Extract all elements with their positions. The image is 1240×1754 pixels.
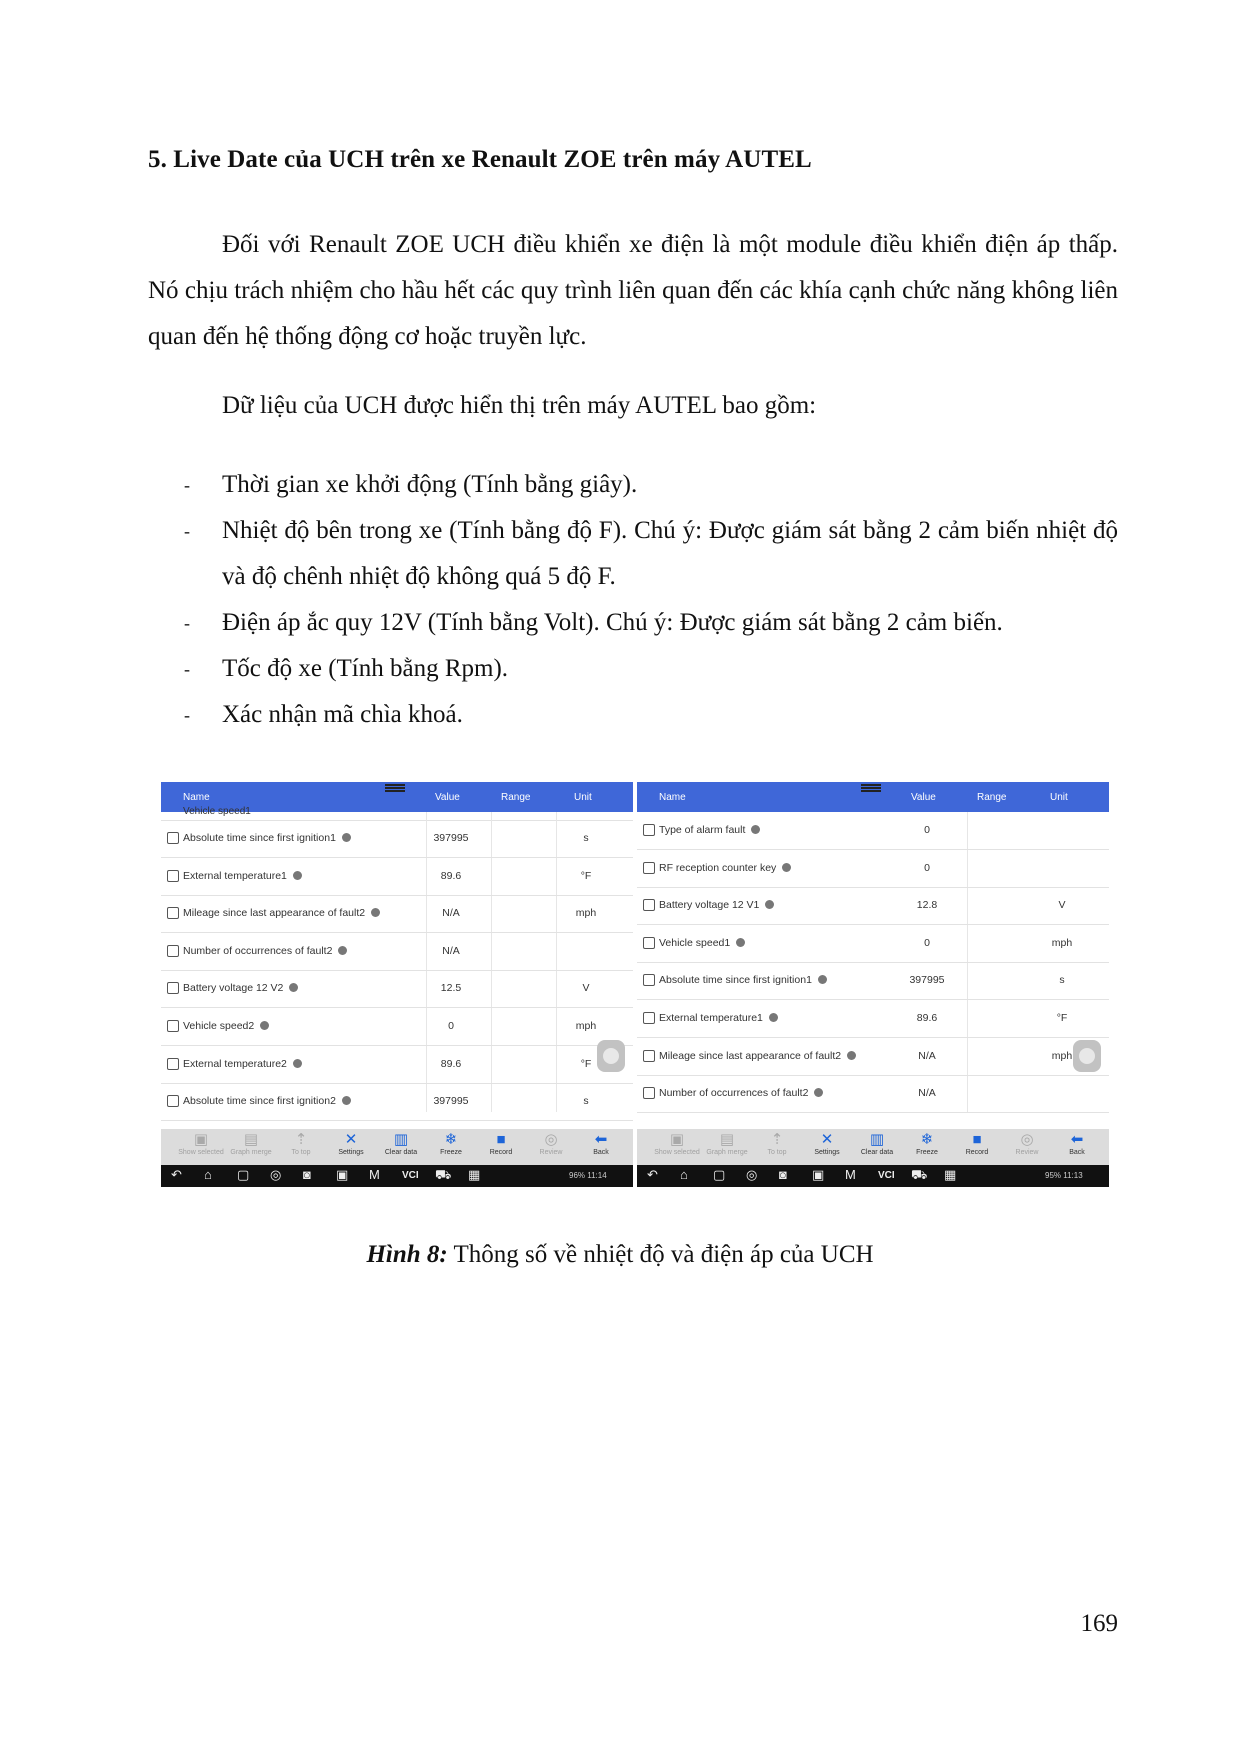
- screenshot-icon[interactable]: ▣: [812, 1167, 825, 1182]
- list-item: - Điện áp ắc quy 12V (Tính bằng Volt). Chú ý: Được giám sát bằng 2 cảm biến.: [148, 600, 1118, 646]
- trash-icon: ▥: [869, 1131, 885, 1148]
- caption-label: Hình 8:: [366, 1241, 448, 1268]
- vci-icon[interactable]: VCI: [878, 1170, 895, 1181]
- toolbar-label: Review: [1015, 1149, 1039, 1156]
- bottom-toolbar: [161, 1129, 633, 1165]
- bullet-dash: -: [184, 521, 190, 541]
- back-icon[interactable]: ↶: [647, 1167, 658, 1182]
- row-name: RF reception counter key: [659, 862, 791, 874]
- arrow-up-button[interactable]: [753, 1131, 801, 1156]
- dashboard-icon[interactable]: ▦: [468, 1167, 481, 1182]
- row-checkbox[interactable]: [643, 1050, 655, 1062]
- arrow-up-button[interactable]: [277, 1131, 325, 1156]
- row-checkbox[interactable]: [167, 832, 179, 844]
- toolbar-label: To top: [291, 1149, 311, 1156]
- table-row[interactable]: [637, 850, 1109, 888]
- row-unit: mph: [575, 1020, 597, 1032]
- row-checkbox[interactable]: [643, 824, 655, 836]
- column-range[interactable]: Range: [501, 792, 531, 803]
- bullet-dash: -: [184, 613, 190, 633]
- vci-icon[interactable]: VCI: [402, 1170, 419, 1181]
- row-value: 0: [924, 861, 930, 874]
- info-icon[interactable]: [814, 1088, 823, 1097]
- row-value: N/A: [442, 944, 460, 957]
- home-icon[interactable]: ⌂: [204, 1167, 212, 1182]
- drag-handle-icon[interactable]: [861, 784, 881, 792]
- row-unit: mph: [1051, 936, 1073, 949]
- row-unit: V: [582, 982, 590, 995]
- row-value: N/A: [442, 907, 460, 920]
- video-camera-button[interactable]: [953, 1131, 1001, 1156]
- info-icon[interactable]: [765, 900, 774, 909]
- row-name: Absolute time since first ignition1: [183, 832, 351, 844]
- table-row[interactable]: [161, 895, 633, 933]
- toolbar-label: Show selected: [178, 1149, 224, 1156]
- screenshot-icon[interactable]: ▣: [336, 1167, 349, 1182]
- car-icon[interactable]: ⛟: [911, 1167, 928, 1182]
- info-icon[interactable]: [818, 975, 827, 984]
- table-row[interactable]: [161, 1008, 633, 1046]
- row-unit: V: [1058, 899, 1066, 912]
- row-name: Battery voltage 12 V2: [183, 982, 298, 994]
- info-icon[interactable]: [769, 1013, 778, 1022]
- row-checkbox[interactable]: [167, 1095, 179, 1107]
- row-name: Type of alarm fault: [659, 824, 760, 836]
- table-row[interactable]: [637, 887, 1109, 925]
- table-row[interactable]: [637, 1075, 1109, 1113]
- table-row[interactable]: [637, 1038, 1109, 1076]
- info-icon[interactable]: [847, 1051, 856, 1060]
- row-value: N/A: [918, 1049, 936, 1062]
- toolbar-label: Freeze: [440, 1149, 462, 1156]
- table-row[interactable]: [161, 1083, 633, 1121]
- info-icon[interactable]: [751, 825, 760, 834]
- row-unit: s: [583, 1095, 589, 1108]
- toolbar-label: Record: [489, 1149, 513, 1156]
- column-name[interactable]: Name: [659, 792, 686, 803]
- row-checkbox[interactable]: [643, 1087, 655, 1099]
- back-icon[interactable]: ↶: [171, 1167, 182, 1182]
- row-unit: °F: [580, 869, 592, 882]
- row-checkbox[interactable]: [643, 1012, 655, 1024]
- status-clock: 95% 11:13: [1045, 1171, 1083, 1180]
- trash-icon: ▥: [393, 1131, 409, 1148]
- info-icon[interactable]: [782, 863, 791, 872]
- column-unit[interactable]: Unit: [1050, 792, 1068, 803]
- row-name: Number of occurrences of fault2: [183, 945, 347, 957]
- table-row[interactable]: [637, 925, 1109, 963]
- bullet-dash: -: [184, 659, 190, 679]
- column-value[interactable]: Value: [435, 792, 460, 803]
- bullet-list: [148, 462, 1118, 738]
- row-unit: s: [1059, 974, 1065, 987]
- row-value: 0: [924, 936, 930, 949]
- toolbar-label: Clear data: [860, 1149, 894, 1156]
- review-button[interactable]: [527, 1131, 575, 1156]
- chrome-icon[interactable]: ◎: [746, 1167, 758, 1182]
- live-data-screen-right: [637, 782, 1109, 1187]
- info-icon[interactable]: [736, 938, 745, 947]
- drag-handle-icon[interactable]: [385, 784, 405, 792]
- checkbox-button[interactable]: [653, 1131, 701, 1156]
- table-row[interactable]: [161, 858, 633, 896]
- checkbox-icon: ▣: [669, 1131, 685, 1148]
- info-icon[interactable]: [371, 908, 380, 917]
- bullet-dash: -: [184, 705, 190, 725]
- snowflake-icon: ❄: [920, 1131, 934, 1148]
- column-value[interactable]: Value: [911, 792, 936, 803]
- trash-button[interactable]: [853, 1131, 901, 1156]
- toolbar-label: To top: [767, 1149, 787, 1156]
- table-row[interactable]: [161, 1046, 633, 1084]
- row-checkbox[interactable]: [643, 862, 655, 874]
- live-data-screen-left: [161, 782, 633, 1187]
- trash-button[interactable]: [377, 1131, 425, 1156]
- row-name: Absolute time since first ignition2: [183, 1095, 351, 1107]
- table-row[interactable]: [637, 1000, 1109, 1038]
- row-unit: mph: [1051, 1049, 1073, 1062]
- row-checkbox[interactable]: [167, 945, 179, 957]
- page-number: 169: [1080, 1610, 1118, 1637]
- row-name: Number of occurrences of fault2: [659, 1087, 823, 1099]
- toolbar-label: Settings: [338, 1149, 364, 1156]
- row-checkbox[interactable]: [643, 899, 655, 911]
- table-row[interactable]: [161, 820, 633, 858]
- column-unit[interactable]: Unit: [574, 792, 592, 803]
- list-item: - Xác nhận mã chìa khoá.: [148, 692, 1118, 738]
- info-icon[interactable]: [342, 1096, 351, 1105]
- toolbar-label: Record: [965, 1149, 989, 1156]
- back-arrow-button[interactable]: [1053, 1131, 1101, 1156]
- list-item: - Tốc độ xe (Tính bằng Rpm).: [148, 646, 1118, 692]
- car-icon[interactable]: ⛟: [435, 1167, 452, 1182]
- system-navbar: [161, 1165, 633, 1187]
- row-name: Vehicle speed1: [659, 937, 745, 949]
- table-row[interactable]: [161, 933, 633, 971]
- table-row[interactable]: [637, 812, 1109, 850]
- bullet-dash: -: [184, 475, 190, 495]
- row-name: Mileage since last appearance of fault2: [659, 1050, 856, 1062]
- checkbox-icon: ▣: [193, 1131, 209, 1148]
- review-icon: ◎: [1020, 1131, 1034, 1148]
- row-name: External temperature1: [659, 1012, 778, 1024]
- caption-text: Thông số về nhiệt độ và điện áp của UCH: [447, 1241, 874, 1268]
- snowflake-button[interactable]: [903, 1131, 951, 1156]
- data-rows: [637, 812, 1109, 1112]
- row-checkbox[interactable]: [167, 870, 179, 882]
- home-icon[interactable]: ⌂: [680, 1167, 688, 1182]
- toolbar-label: Review: [539, 1149, 563, 1156]
- row-unit: °F: [580, 1057, 592, 1070]
- row-unit: s: [583, 832, 589, 844]
- row-value: 12.5: [440, 982, 462, 995]
- review-button[interactable]: [1003, 1131, 1051, 1156]
- row-value: 12.8: [916, 899, 938, 912]
- row-value: 397995: [433, 832, 469, 844]
- row-value: 397995: [433, 1095, 469, 1108]
- row-value: 89.6: [916, 1012, 938, 1024]
- recent-apps-icon[interactable]: ▢: [713, 1167, 726, 1182]
- maxifix-icon[interactable]: M: [845, 1167, 856, 1182]
- snowflake-button[interactable]: [427, 1131, 475, 1156]
- arrow-up-icon: ⇡: [770, 1131, 784, 1148]
- figure-caption: [0, 1241, 1240, 1269]
- system-navbar: [637, 1165, 1109, 1187]
- row-name: Mileage since last appearance of fault2: [183, 907, 380, 919]
- graph-icon: ▤: [243, 1131, 259, 1148]
- info-icon[interactable]: [260, 1021, 269, 1030]
- row-unit: mph: [575, 907, 597, 920]
- chrome-icon[interactable]: ◎: [270, 1167, 282, 1182]
- column-name[interactable]: Name: [183, 792, 210, 803]
- video-camera-button[interactable]: [477, 1131, 525, 1156]
- row-checkbox[interactable]: [643, 937, 655, 949]
- toolbar-label: Freeze: [916, 1149, 938, 1156]
- column-range[interactable]: Range: [977, 792, 1007, 803]
- section-heading: 5. Live Date của UCH trên xe Renault ZOE trên máy AUTEL: [148, 146, 812, 173]
- row-checkbox[interactable]: [167, 1058, 179, 1070]
- list-intro: Dữ liệu của UCH được hiển thị trên máy AUTEL bao gồm:: [222, 392, 817, 419]
- row-checkbox[interactable]: [643, 974, 655, 986]
- row-name: Absolute time since first ignition1: [659, 974, 827, 986]
- checkbox-button[interactable]: [177, 1131, 225, 1156]
- arrow-up-icon: ⇡: [294, 1131, 308, 1148]
- toolbar-label: Graph merge: [230, 1149, 272, 1156]
- tools-button[interactable]: [803, 1131, 851, 1156]
- row-name: Vehicle speed2: [183, 1020, 269, 1032]
- toolbar-label: Back: [1069, 1149, 1085, 1156]
- recent-apps-icon[interactable]: ▢: [237, 1167, 250, 1182]
- bottom-toolbar: [637, 1129, 1109, 1165]
- row-name: External temperature2: [183, 1058, 302, 1070]
- floating-button[interactable]: [1073, 1040, 1101, 1072]
- info-icon[interactable]: [338, 946, 347, 955]
- info-icon[interactable]: [293, 871, 302, 880]
- row-checkbox[interactable]: [167, 907, 179, 919]
- row-name: External temperature1: [183, 870, 302, 882]
- floating-button[interactable]: [597, 1040, 625, 1072]
- video-camera-icon: ■: [496, 1131, 506, 1148]
- graph-button[interactable]: [227, 1131, 275, 1156]
- camera-icon[interactable]: ◙: [303, 1167, 311, 1182]
- status-clock: 96% 11:14: [569, 1171, 607, 1180]
- body-paragraph: Đối với Renault ZOE UCH điều khiển xe điện là một module điều khiển điện áp thấp. Nó chịu trách nhiệm cho hầu hết các quy trình liên quan đến các khía cạnh chức năng không liên quan đến hệ thống động cơ hoặc truyền lực.: [148, 231, 1118, 350]
- row-value: N/A: [918, 1087, 936, 1100]
- row-checkbox[interactable]: [167, 982, 179, 994]
- row-unit: °F: [1056, 1012, 1068, 1024]
- snowflake-icon: ❄: [444, 1131, 458, 1148]
- toolbar-label: Settings: [814, 1149, 840, 1156]
- info-icon[interactable]: [289, 983, 298, 992]
- back-arrow-icon: ⬅: [594, 1131, 608, 1148]
- graph-button[interactable]: [703, 1131, 751, 1156]
- partial-row: Vehicle speed1: [161, 812, 633, 821]
- tools-icon: ✕: [820, 1131, 834, 1148]
- row-name: Battery voltage 12 V1: [659, 899, 774, 911]
- toolbar-label: Show selected: [654, 1149, 700, 1156]
- info-icon[interactable]: [293, 1059, 302, 1068]
- data-rows: [161, 812, 633, 1112]
- table-row[interactable]: [637, 962, 1109, 1000]
- table-row[interactable]: [161, 970, 633, 1008]
- graph-icon: ▤: [719, 1131, 735, 1148]
- back-arrow-icon: ⬅: [1070, 1131, 1084, 1148]
- list-item: - Thời gian xe khởi động (Tính bằng giây).: [148, 462, 1118, 508]
- row-value: 89.6: [440, 869, 462, 882]
- row-value: 89.6: [440, 1057, 462, 1070]
- maxifix-icon[interactable]: M: [369, 1167, 380, 1182]
- row-value: 0: [448, 1020, 454, 1032]
- info-icon[interactable]: [342, 833, 351, 842]
- row-value: 397995: [909, 974, 945, 987]
- video-camera-icon: ■: [972, 1131, 982, 1148]
- toolbar-label: Graph merge: [706, 1149, 748, 1156]
- row-checkbox[interactable]: [167, 1020, 179, 1032]
- toolbar-label: Clear data: [384, 1149, 418, 1156]
- back-arrow-button[interactable]: [577, 1131, 625, 1156]
- dashboard-icon[interactable]: ▦: [944, 1167, 957, 1182]
- toolbar-label: Back: [593, 1149, 609, 1156]
- camera-icon[interactable]: ◙: [779, 1167, 787, 1182]
- table-header: [637, 782, 1109, 812]
- list-item: - Nhiệt độ bên trong xe (Tính bằng độ F). Chú ý: Được giám sát bằng 2 cảm biến nhiệt độ và độ chênh nhiệt độ không quá 5 độ F.: [148, 508, 1118, 600]
- tools-icon: ✕: [344, 1131, 358, 1148]
- figure-screenshots: [161, 782, 1109, 1187]
- tools-button[interactable]: [327, 1131, 375, 1156]
- review-icon: ◎: [544, 1131, 558, 1148]
- row-value: 0: [924, 824, 930, 836]
